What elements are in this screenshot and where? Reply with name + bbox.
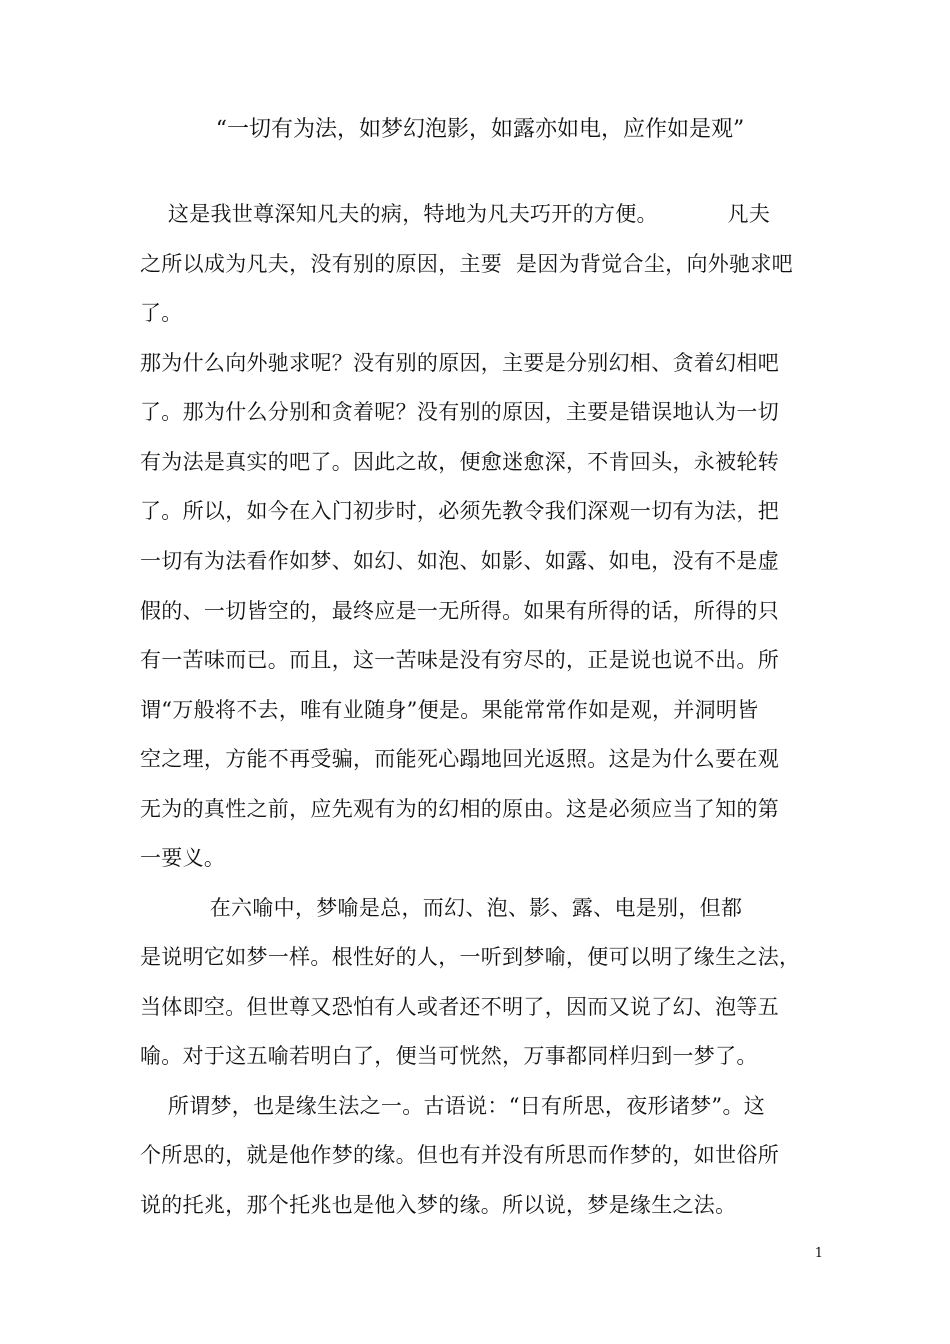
- body-line: 一切有为法看作如梦、如幻、如泡、如影、如露、如电，没有不是虚: [140, 549, 779, 573]
- body-line: 了。那为什么分别和贪着呢？没有别的原因，主要是错误地认为一切: [140, 400, 779, 424]
- body-line: 有一苦味而已。而且，这一苦味是没有穷尽的，正是说也说不出。所: [140, 648, 779, 672]
- body-line: 这是我世尊深知凡夫的病，特地为凡夫巧开的方便。 凡夫: [140, 202, 771, 226]
- body-line: 空之理，方能不再受骗，而能死心蹋地回光返照。这是为什么要在观: [140, 747, 779, 771]
- body-line: 有为法是真实的吧了。因此之故，便愈迷愈深，不肯回头，永被轮转: [140, 450, 779, 474]
- body-line: 个所思的，就是他作梦的缘。但也有并没有所思而作梦的，如世俗所: [140, 1143, 779, 1167]
- page-number: 1: [814, 1246, 823, 1261]
- body-line: 喻。对于这五喻若明白了，便当可恍然，万事都同样归到一梦了。: [140, 1044, 758, 1068]
- body-line: 谓“万般将不去，唯有业随身”便是。果能常常作如是观，并洞明皆: [140, 698, 759, 722]
- body-line: 了。所以，如今在入门初步时，必须先教令我们深观一切有为法，把: [140, 499, 779, 523]
- body-line: 所谓梦，也是缘生法之一。古语说：“日有所思，夜形诸梦”。这: [140, 1094, 766, 1118]
- body-line: 一要义。: [140, 846, 226, 870]
- body-line: 了。: [140, 301, 183, 325]
- document-title: “一切有为法，如梦幻泡影，如露亦如电，应作如是观”: [215, 117, 745, 142]
- body-line: 说的托兆，那个托兆也是他入梦的缘。所以说，梦是缘生之法。: [140, 1193, 737, 1217]
- body-line: 是说明它如梦一样。根性好的人，一听到梦喻，便可以明了缘生之法，: [140, 945, 801, 969]
- body-line: 在六喻中，梦喻是总，而幻、泡、影、露、电是别，但都: [140, 896, 743, 920]
- body-line: 之所以成为凡夫，没有别的原因，主要 是因为背觉合尘，向外驰求吧: [140, 252, 793, 276]
- body-line: 无为的真性之前，应先观有为的幻相的原由。这是必须应当了知的第: [140, 797, 779, 821]
- body-line: 当体即空。但世尊又恐怕有人或者还不明了，因而又说了幻、泡等五: [140, 995, 779, 1019]
- body-line: 那为什么向外驰求呢？没有别的原因，主要是分别幻相、贪着幻相吧: [140, 351, 779, 375]
- body-line: 假的、一切皆空的，最终应是一无所得。如果有所得的话，所得的只: [140, 599, 779, 623]
